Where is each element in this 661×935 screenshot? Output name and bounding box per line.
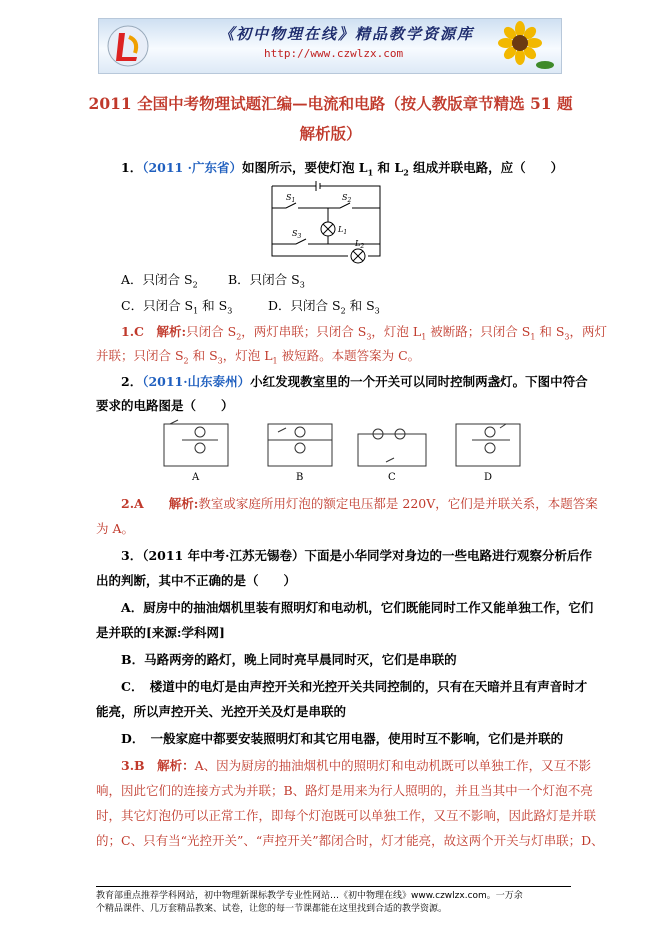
l2-label: $L_2$	[355, 239, 365, 250]
diagram-c-label: C	[388, 472, 396, 483]
s3-label: $S_3$	[292, 229, 302, 240]
site-banner	[98, 18, 562, 74]
banner-title: 《初中物理在线》精品教学资源库	[219, 25, 475, 43]
q2-circuit-diagrams	[160, 418, 526, 484]
banner-url[interactable]: http://www.czwlzx.com	[264, 47, 404, 60]
q3-stem: 3．（2011 年中考·江苏无锡卷）下面是小华同学对身边的一些电路进行观察分析后作	[121, 548, 592, 563]
s2-label: $S_2$	[342, 193, 352, 204]
q1-circuit-diagram	[268, 178, 388, 264]
q1-answer-cont: 并联；只闭合 $S_2$ 和 $S_3$，灯泡 $L_1$ 被短路。本题答案为 C。	[96, 348, 421, 366]
q2-stem-cont: 要求的电路图是（ ）	[96, 398, 234, 413]
page-title-line1: 2011 全国中考物理试题汇编—电流和电路（按人教版章节精选 51 题	[88, 94, 573, 113]
q3-option-a-cont: 是并联的[来源:学科网]	[96, 625, 225, 640]
q3-option-c-cont: 能亮，所以声控开关、光控开关及灯是串联的	[96, 704, 347, 719]
q3-answer-line2: 响，因此它们的连接方式为并联；B、路灯是用来为行人照明的，并且当其中一个灯泡不亮	[96, 783, 593, 798]
q3-option-b: B．马路两旁的路灯，晚上同时亮早晨同时灭，它们是串联的	[121, 652, 457, 667]
q1-option-b: B．只闭合 $S_3$	[228, 272, 305, 290]
sunflower-image	[485, 21, 555, 71]
q2-answer: 2.A 解析:教室或家庭所用灯泡的额定电压都是 220V，它们是并联关系，本题答案	[121, 496, 598, 511]
diagram-b-label: B	[296, 472, 304, 483]
q1-stem: 1．（2011 ·广东省）如图所示，要使灯泡 $L_1$ 和 $L_2$ 组成并联电路，应（ ）	[121, 160, 564, 178]
page-title-line2: 解析版）	[299, 124, 362, 143]
q3-answer-line3: 时，其它灯泡仍可以正常工作，即每个灯泡既可以单独工作，又互不影响，因此路灯是并联	[96, 808, 597, 823]
q1-option-a: A．只闭合 $S_2$	[121, 272, 198, 290]
q3-answer: 3.B 解析：A、因为厨房的抽油烟机中的照明灯和电动机既可以单独工作，又互不影	[121, 758, 592, 773]
q3-option-a: A．厨房中的抽油烟机里装有照明灯和电动机，它们既能同时工作又能单独工作，它们	[121, 600, 594, 615]
q3-answer-line4: 的；C、只有当“光控开关”、“声控开关”都闭合时，灯才能亮，故这两个开关与灯串联；D、	[96, 833, 604, 848]
q1-option-d: D．只闭合 $S_2$ 和 $S_3$	[268, 298, 380, 316]
q3-stem-cont: 出的判断，其中不正确的是（ ）	[96, 573, 297, 588]
diagram-a-label: A	[192, 472, 200, 483]
diagram-d-label: D	[484, 472, 493, 483]
q3-option-c: C． 楼道中的电灯是由声控开关和光控开关共同控制的，只有在天暗并且有声音时才	[121, 679, 588, 694]
q1-answer: 1.C 解析:只闭合 $S_2$，两灯串联；只闭合 $S_3$，灯泡 $L_1$ 被断路；只闭合 $S_1$ 和 $S_3$，两灯	[121, 324, 608, 342]
s1-label: $S_1$	[286, 193, 296, 204]
site-logo	[105, 23, 151, 69]
l1-label: $L_1$	[338, 225, 348, 236]
q2-stem: 2．（2011·山东泰州）小红发现教室里的一个开关可以同时控制两盏灯。下图中符合	[121, 374, 588, 389]
q2-answer-cont: 为 A。	[96, 521, 135, 536]
q3-option-d: D． 一般家庭中都要安装照明灯和其它用电器，使用时互不影响，它们是并联的	[121, 731, 564, 746]
page-footer	[96, 886, 571, 916]
q1-option-c: C．只闭合 $S_1$ 和 $S_3$	[121, 298, 233, 316]
footer-line1: 教育部重点推荐学科网站，初中物理新课标教学专业性网站…《初中物理在线》www.czwlzx.com。一万余	[96, 891, 523, 901]
footer-line2: 个精品课件、几万套精品教案、试卷，让您的每一节课都能在这里找到合适的教学资源。	[96, 904, 448, 914]
